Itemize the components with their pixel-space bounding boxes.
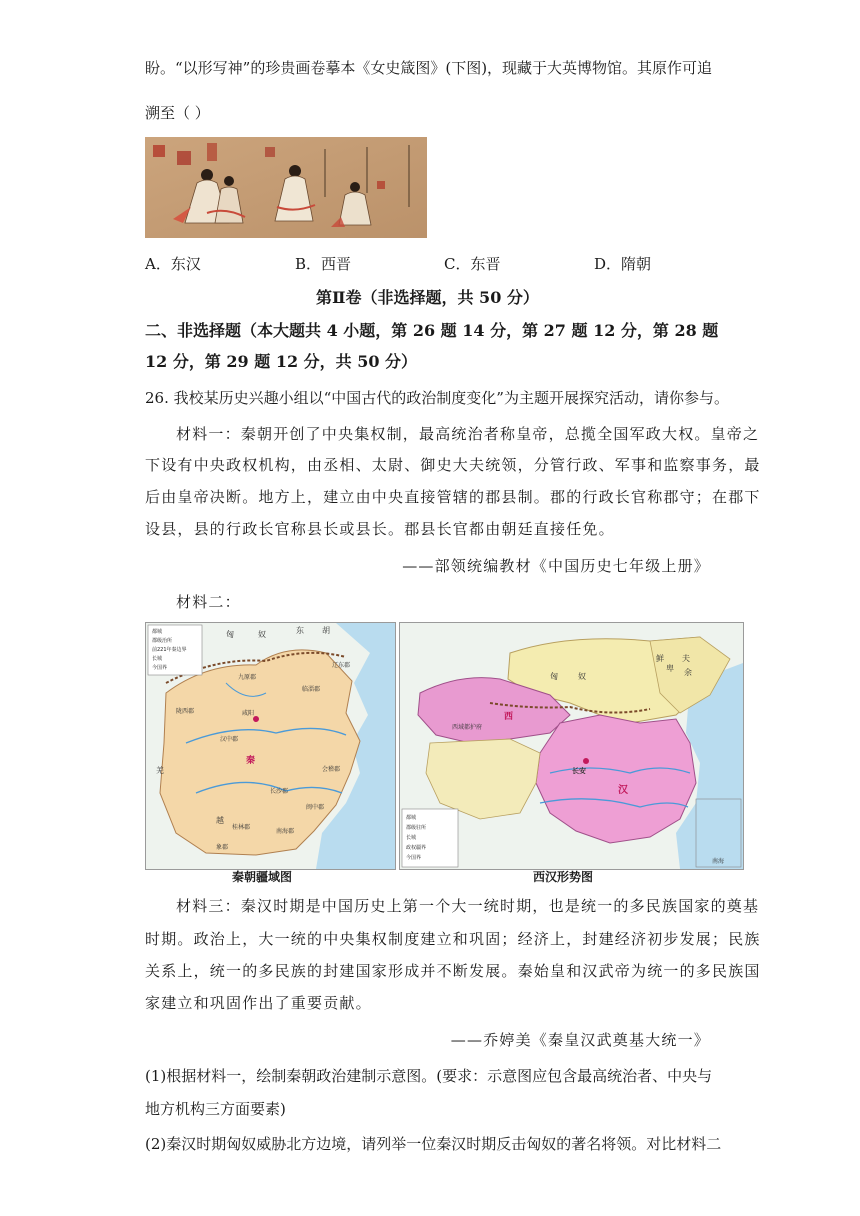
qin-label-nu: 奴 xyxy=(258,630,266,639)
qin-label-dong: 东 xyxy=(296,626,304,635)
han-legend-3: 长城 xyxy=(406,835,417,841)
qin-capital-marker xyxy=(253,716,259,722)
option-b-key: B． xyxy=(295,255,322,273)
qin-label-nanhai: 南海郡 xyxy=(276,828,295,835)
section-heading-line2: 12 分，第 29 题 12 分，共 50 分） xyxy=(145,352,418,371)
option-a-text: 东汉 xyxy=(170,255,201,273)
qin-legend-1: 都城 xyxy=(152,629,163,635)
qin-label-hu: 胡 xyxy=(322,626,330,635)
option-d xyxy=(594,253,651,274)
qin-label-xiang: 象郡 xyxy=(216,844,229,851)
qin-legend-5: 今国界 xyxy=(152,665,168,671)
material2-label: 材料二： xyxy=(176,593,241,611)
han-label-xiong: 匈 xyxy=(550,672,558,681)
qin-label-longxi: 陇西郡 xyxy=(176,708,195,715)
han-capital-marker xyxy=(583,758,589,764)
section-heading-line1: 二、非选择题（本大题共 4 小题，第 26 题 14 分，第 27 题 12 分，第 28 题 xyxy=(145,321,719,340)
painting-image xyxy=(145,137,427,238)
han-map-graphic xyxy=(400,623,743,869)
qin-label-linzi: 临淄郡 xyxy=(302,686,321,693)
painting-graphic xyxy=(145,137,427,238)
han-label-yu: 余 xyxy=(684,668,692,677)
han-label-nu: 奴 xyxy=(578,672,586,681)
q26-intro: 26. 我校某历史兴趣小组以“中国古代的政治制度变化”为主题开展探究活动，请你参与。 xyxy=(145,389,729,407)
qin-label-jiuyuan: 九原郡 xyxy=(238,674,257,681)
material3-source: ——乔婷美《秦皇汉武奠基大统一》 xyxy=(450,1031,710,1049)
q25-text-line2: 溯至（ ） xyxy=(145,104,210,122)
material3-line4: 家建立和巩固作出了重要贡献。 xyxy=(145,994,372,1012)
qin-label-changsha: 长沙郡 xyxy=(270,788,289,795)
qin-label-liaodong: 辽东郡 xyxy=(332,662,351,669)
qin-map-graphic xyxy=(146,623,395,869)
qin-map-caption: 秦朝疆域图 xyxy=(232,870,293,884)
han-label-xi: 西 xyxy=(504,712,514,722)
subquestion-1-line2: 地方机构三方面要素) xyxy=(145,1100,286,1118)
option-c-text: 东晋 xyxy=(470,255,501,273)
han-label-han: 汉 xyxy=(618,785,628,796)
option-b-text: 西晋 xyxy=(321,255,352,273)
han-map xyxy=(399,622,744,870)
qin-legend-4: 长城 xyxy=(152,656,163,662)
han-legend-4: 政权疆界 xyxy=(406,845,427,851)
han-legend-5: 今国界 xyxy=(406,855,422,861)
material1-line3: 后由皇帝决断。地方上，建立由中央直接管辖的郡县制。郡的行政长官称郡守；在郡下 xyxy=(145,488,761,506)
material1-source: ——部领统编教材《中国历史七年级上册》 xyxy=(402,557,710,575)
qin-label-hanzhong: 汉中郡 xyxy=(220,736,239,743)
option-c-key: C． xyxy=(444,255,471,273)
qin-label-qiang: 羌 xyxy=(156,766,164,775)
subquestion-2-line1: (2)秦汉时期匈奴威胁北方边境，请列举一位秦汉时期反击匈奴的著名将领。对比材料二 xyxy=(145,1135,722,1153)
qin-label-guilin: 桂林郡 xyxy=(232,824,251,831)
han-legend-1: 都城 xyxy=(406,815,417,821)
han-map-caption: 西汉形势图 xyxy=(533,870,594,884)
han-label-bei: 卑 xyxy=(666,664,674,673)
subquestion-1-line1: (1)根据材料一，绘制秦朝政治建制示意图。(要求：示意图应包含最高统治者、中央与 xyxy=(145,1067,713,1085)
han-label-xian: 鲜 xyxy=(656,654,664,663)
material3-line2: 时期。政治上，大一统的中央集权制度建立和巩固；经济上，封建经济初步发展；民族 xyxy=(145,930,761,948)
material3-line1: 材料三：秦汉时期是中国历史上第一个大一统时期，也是统一的多民族国家的奠基 xyxy=(176,897,760,915)
han-label-xiyu-protectorate: 西域都护府 xyxy=(452,724,483,731)
han-label-nanhai: 南海 xyxy=(712,858,725,865)
qin-label-xiong: 匈 xyxy=(226,630,234,639)
qin-map xyxy=(145,622,396,870)
han-label-changan: 长安 xyxy=(572,767,586,775)
qin-label-qin: 秦 xyxy=(246,756,256,766)
han-label-fu: 夫 xyxy=(682,654,690,663)
qin-label-minzhong: 闽中郡 xyxy=(306,804,325,811)
q25-text-line1: 盼。“以形写神”的珍贵画卷摹本《女史箴图》(下图)，现藏于大英博物馆。其原作可追 xyxy=(145,59,713,77)
han-legend-2: 郡级驻所 xyxy=(406,825,427,831)
option-b xyxy=(295,253,351,274)
option-a-key: A． xyxy=(145,255,171,273)
option-d-key: D． xyxy=(594,255,622,273)
material3-line3: 关系上，统一的多民族的封建国家形成并不断发展。秦始皇和汉武帝为统一的多民族国 xyxy=(145,962,761,980)
qin-legend-3: 前221年秦边界 xyxy=(152,647,187,653)
qin-label-yue: 越 xyxy=(216,816,224,825)
material1-line4: 设县，县的行政长官称县长或县长。郡县长官都由朝廷直接任免。 xyxy=(145,520,615,538)
section-title: 第Ⅱ卷（非选择题，共 50 分） xyxy=(316,288,539,307)
qin-label-kuaiji: 会稽郡 xyxy=(322,766,341,773)
qin-label-xianyang: 咸阳 xyxy=(242,710,255,717)
option-d-text: 隋朝 xyxy=(621,255,652,273)
option-c xyxy=(444,253,501,274)
material1-line2: 下设有中央政权机构，由丞相、太尉、御史大夫统领，分管行政、军事和监察事务，最 xyxy=(145,456,761,474)
material1-line1: 材料一：秦朝开创了中央集权制，最高统治者称皇帝，总揽全国军政大权。皇帝之 xyxy=(176,425,760,443)
option-a xyxy=(145,253,201,274)
qin-legend-2: 郡级治所 xyxy=(152,638,173,644)
